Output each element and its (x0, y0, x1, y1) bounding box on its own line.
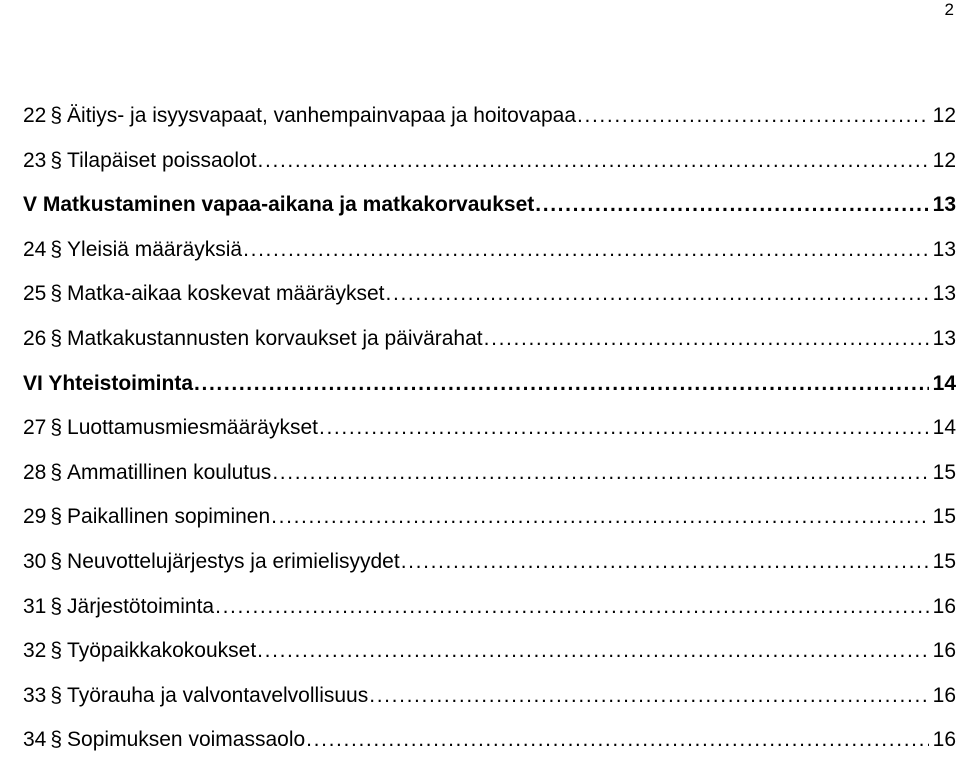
toc-entry[interactable] (23, 238, 956, 283)
toc-entry-number: 26 (23, 326, 47, 350)
toc-entry-title: Neuvottelujärjestys ja erimielisyydet (67, 549, 400, 573)
toc-entry-label (23, 104, 577, 128)
dot-leader (215, 595, 929, 619)
section-symbol: § (50, 728, 63, 752)
toc-entry-title: Matka-aikaa koskevat määräykset (67, 282, 385, 306)
toc-section-entry[interactable] (23, 372, 956, 417)
toc-entry-label (23, 550, 401, 574)
section-symbol: § (50, 416, 63, 440)
toc-entry-label (23, 149, 258, 173)
toc-entry-title: Paikallinen sopiminen (67, 505, 271, 529)
dot-leader (194, 372, 929, 396)
toc-entry[interactable] (23, 282, 956, 327)
toc-entry[interactable] (23, 461, 956, 506)
toc-entry[interactable] (23, 639, 956, 684)
toc-entry[interactable] (23, 149, 956, 194)
toc-entry-label (23, 327, 484, 351)
toc-entry-page: 16 (932, 639, 956, 663)
section-symbol: § (50, 282, 63, 306)
toc-entry[interactable] (23, 416, 956, 461)
toc-entry-title: Matkakustannusten korvaukset ja päivärahat (67, 326, 483, 350)
toc-entry-title: Järjestötoiminta (67, 594, 215, 618)
toc-entry[interactable] (23, 327, 956, 372)
toc-entry-label (23, 595, 215, 619)
toc-entry-number: 27 (23, 416, 47, 440)
toc-entry-label (23, 728, 306, 752)
toc-entry[interactable] (23, 505, 956, 550)
toc-entry-title: Äitiys- ja isyysvapaat, vanhempainvapaa ja hoitovapaa (67, 104, 577, 127)
section-symbol: § (50, 639, 63, 663)
toc-entry-label (23, 372, 194, 396)
toc-entry[interactable] (23, 104, 956, 149)
page-number: 2 (944, 0, 954, 19)
section-symbol: § (50, 549, 63, 573)
toc-entry-label (23, 639, 257, 663)
toc-entry-title: Yleisiä määräyksiä (67, 237, 243, 261)
dot-leader (257, 639, 928, 663)
toc-entry-number: 33 (23, 683, 47, 707)
toc-entry-page: 13 (932, 237, 956, 261)
toc-entry-number: 25 (23, 282, 47, 306)
toc-entry-page: 15 (932, 505, 956, 529)
toc-entry-number: 34 (23, 728, 47, 752)
section-symbol: § (50, 237, 63, 261)
dot-leader (401, 550, 929, 574)
toc-entry-number: 29 (23, 505, 47, 529)
section-symbol: § (50, 148, 63, 172)
toc-entry-number: 23 (23, 148, 47, 172)
toc-entry-page: 16 (932, 728, 956, 752)
toc-entry-page: 15 (932, 460, 956, 484)
dot-leader (258, 149, 929, 173)
toc-entry-page: 14 (932, 371, 956, 395)
toc-entry-number: 30 (23, 549, 47, 573)
toc-entry[interactable] (23, 595, 956, 640)
toc-entry-label (23, 505, 271, 529)
table-of-contents (23, 104, 956, 773)
toc-entry-label (23, 282, 386, 306)
toc-entry-page: 13 (932, 326, 956, 350)
toc-entry-number: V (23, 193, 38, 217)
dot-leader (272, 461, 928, 485)
toc-entry-label (23, 684, 369, 708)
toc-entry-label (23, 238, 243, 262)
toc-entry-title: Työrauha ja valvontavelvollisuus (67, 683, 369, 707)
toc-entry-page: 13 (932, 282, 956, 306)
toc-entry-number: 24 (23, 237, 47, 261)
toc-entry-number: VI (23, 371, 43, 395)
toc-entry-number: 32 (23, 639, 47, 663)
dot-leader (306, 728, 928, 752)
toc-entry-page: 14 (932, 416, 956, 440)
section-symbol: § (50, 505, 63, 529)
toc-entry-page: 15 (932, 549, 956, 573)
section-symbol: § (50, 460, 63, 484)
toc-entry-title: Matkustaminen vapaa-aikana ja matkakorvaukset (42, 193, 535, 217)
dot-leader (386, 282, 929, 306)
toc-entry-label (23, 193, 535, 217)
dot-leader (319, 416, 929, 440)
dot-leader (484, 327, 929, 351)
toc-entry-label (23, 416, 319, 440)
toc-entry-title: Sopimuksen voimassaolo (67, 728, 306, 752)
toc-entry-title: Työpaikkakokoukset (67, 639, 257, 663)
dot-leader (271, 505, 928, 529)
toc-entry-title: Luottamusmiesmääräykset (67, 416, 318, 440)
toc-entry-number: 31 (23, 594, 47, 618)
dot-leader (577, 104, 929, 128)
toc-section-entry[interactable] (23, 193, 956, 238)
toc-entry-page: 12 (932, 148, 956, 172)
toc-entry-page: 12 (932, 104, 956, 127)
toc-entry-number: 28 (23, 460, 47, 484)
toc-entry-page: 16 (932, 683, 956, 707)
toc-entry-title: Yhteistoiminta (48, 371, 193, 395)
toc-entry-page: 13 (932, 193, 956, 217)
section-symbol: § (50, 326, 63, 350)
toc-entry[interactable] (23, 684, 956, 729)
toc-entry[interactable] (23, 550, 956, 595)
toc-entry-number: 22 (23, 104, 47, 127)
toc-entry-title: Tilapäiset poissaolot (67, 148, 257, 172)
toc-entry-page: 16 (932, 594, 956, 618)
toc-entry-label (23, 461, 272, 485)
section-symbol: § (50, 104, 63, 127)
toc-entry[interactable] (23, 728, 956, 773)
section-symbol: § (50, 594, 63, 618)
dot-leader (369, 684, 928, 708)
dot-leader (243, 238, 929, 262)
dot-leader (535, 193, 928, 217)
section-symbol: § (50, 683, 63, 707)
toc-entry-title: Ammatillinen koulutus (67, 460, 272, 484)
